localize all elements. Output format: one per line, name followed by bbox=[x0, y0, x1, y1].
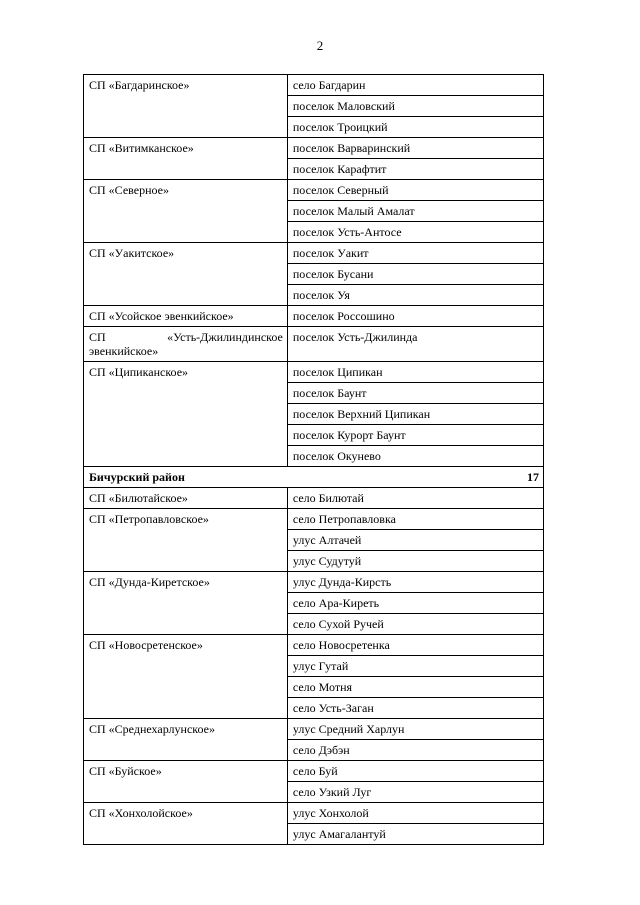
settlement-name: поселок Троицкий bbox=[287, 117, 543, 138]
table-row bbox=[84, 635, 544, 656]
settlement-name: улус Судутуй bbox=[287, 551, 543, 572]
settlement-name: поселок Малый Амалат bbox=[287, 201, 543, 222]
settlement-name: село Билютай bbox=[287, 488, 543, 509]
settlement-name: поселок Усть-Антосе bbox=[287, 222, 543, 243]
settlement-name: улус Алтачей bbox=[287, 530, 543, 551]
table-row bbox=[84, 327, 544, 362]
table-row bbox=[84, 509, 544, 530]
sp-name: СП «Витимканское» bbox=[84, 138, 288, 180]
settlement-name: село Усть-Заган bbox=[287, 698, 543, 719]
settlement-name: село Дэбэн bbox=[287, 740, 543, 761]
settlement-name: поселок Курорт Баунт bbox=[287, 425, 543, 446]
settlement-name: село Петропавловка bbox=[287, 509, 543, 530]
page-number: 2 bbox=[316, 38, 324, 53]
sp-name: СП «Новосретенское» bbox=[84, 635, 288, 719]
settlement-name: село Мотня bbox=[287, 677, 543, 698]
settlement-name: село Сухой Ручей bbox=[287, 614, 543, 635]
table-row bbox=[84, 306, 544, 327]
district-row bbox=[84, 467, 544, 488]
settlement-name: улус Гутай bbox=[287, 656, 543, 677]
settlement-name: поселок Баунт bbox=[287, 383, 543, 404]
sp-name: СП «Багдаринское» bbox=[84, 75, 288, 138]
settlement-name: поселок Северный bbox=[287, 180, 543, 201]
sp-name: СП «Хонхолойское» bbox=[84, 803, 288, 845]
settlement-name: поселок Ципикан bbox=[287, 362, 543, 383]
sp-name: СП «Северное» bbox=[84, 180, 288, 243]
settlement-name: село Узкий Луг bbox=[287, 782, 543, 803]
settlement-name: поселок Верхний Ципикан bbox=[287, 404, 543, 425]
table-row bbox=[84, 572, 544, 593]
settlement-name: поселок Бусани bbox=[287, 264, 543, 285]
sp-name: СП «Среднехарлунское» bbox=[84, 719, 288, 761]
settlement-name: поселок Россошино bbox=[287, 306, 543, 327]
district-name: Бичурский район bbox=[89, 470, 185, 484]
settlement-name: село Ара-Киреть bbox=[287, 593, 543, 614]
table-row bbox=[84, 719, 544, 740]
settlement-name: улус Средний Харлун bbox=[287, 719, 543, 740]
settlements-table bbox=[83, 74, 544, 845]
sp-name: СП «Усойское эвенкийское» bbox=[84, 306, 288, 327]
settlement-name: улус Амагалантуй bbox=[287, 824, 543, 845]
district-count: 17 bbox=[527, 470, 539, 484]
table-row bbox=[84, 180, 544, 201]
sp-name: СП «Уакитское» bbox=[84, 243, 288, 306]
settlement-name: село Буй bbox=[287, 761, 543, 782]
table-row bbox=[84, 138, 544, 159]
settlement-name: село Багдарин bbox=[287, 75, 543, 96]
table-row bbox=[84, 75, 544, 96]
settlement-name: поселок Карафтит bbox=[287, 159, 543, 180]
sp-name: СП «Дунда-Киретское» bbox=[84, 572, 288, 635]
settlement-name: поселок Усть-Джилинда bbox=[287, 327, 543, 362]
sp-name: СП «Усть-Джилиндинское эвенкийское» bbox=[84, 327, 288, 362]
settlement-name: поселок Варваринский bbox=[287, 138, 543, 159]
sp-name: СП «Ципиканское» bbox=[84, 362, 288, 467]
sp-name: СП «Буйское» bbox=[84, 761, 288, 803]
settlement-name: улус Хонхолой bbox=[287, 803, 543, 824]
district-cell bbox=[84, 467, 544, 488]
settlement-name: поселок Уя bbox=[287, 285, 543, 306]
table-row bbox=[84, 362, 544, 383]
settlement-name: поселок Окунево bbox=[287, 446, 543, 467]
table-row bbox=[84, 761, 544, 782]
settlement-name: улус Дунда-Кирсть bbox=[287, 572, 543, 593]
settlement-name: село Новосретенка bbox=[287, 635, 543, 656]
sp-name: СП «Петропавловское» bbox=[84, 509, 288, 572]
table-row bbox=[84, 488, 544, 509]
table-row bbox=[84, 243, 544, 264]
settlement-name: поселок Маловский bbox=[287, 96, 543, 117]
settlement-name: поселок Уакит bbox=[287, 243, 543, 264]
sp-name: СП «Билютайское» bbox=[84, 488, 288, 509]
table-row bbox=[84, 803, 544, 824]
